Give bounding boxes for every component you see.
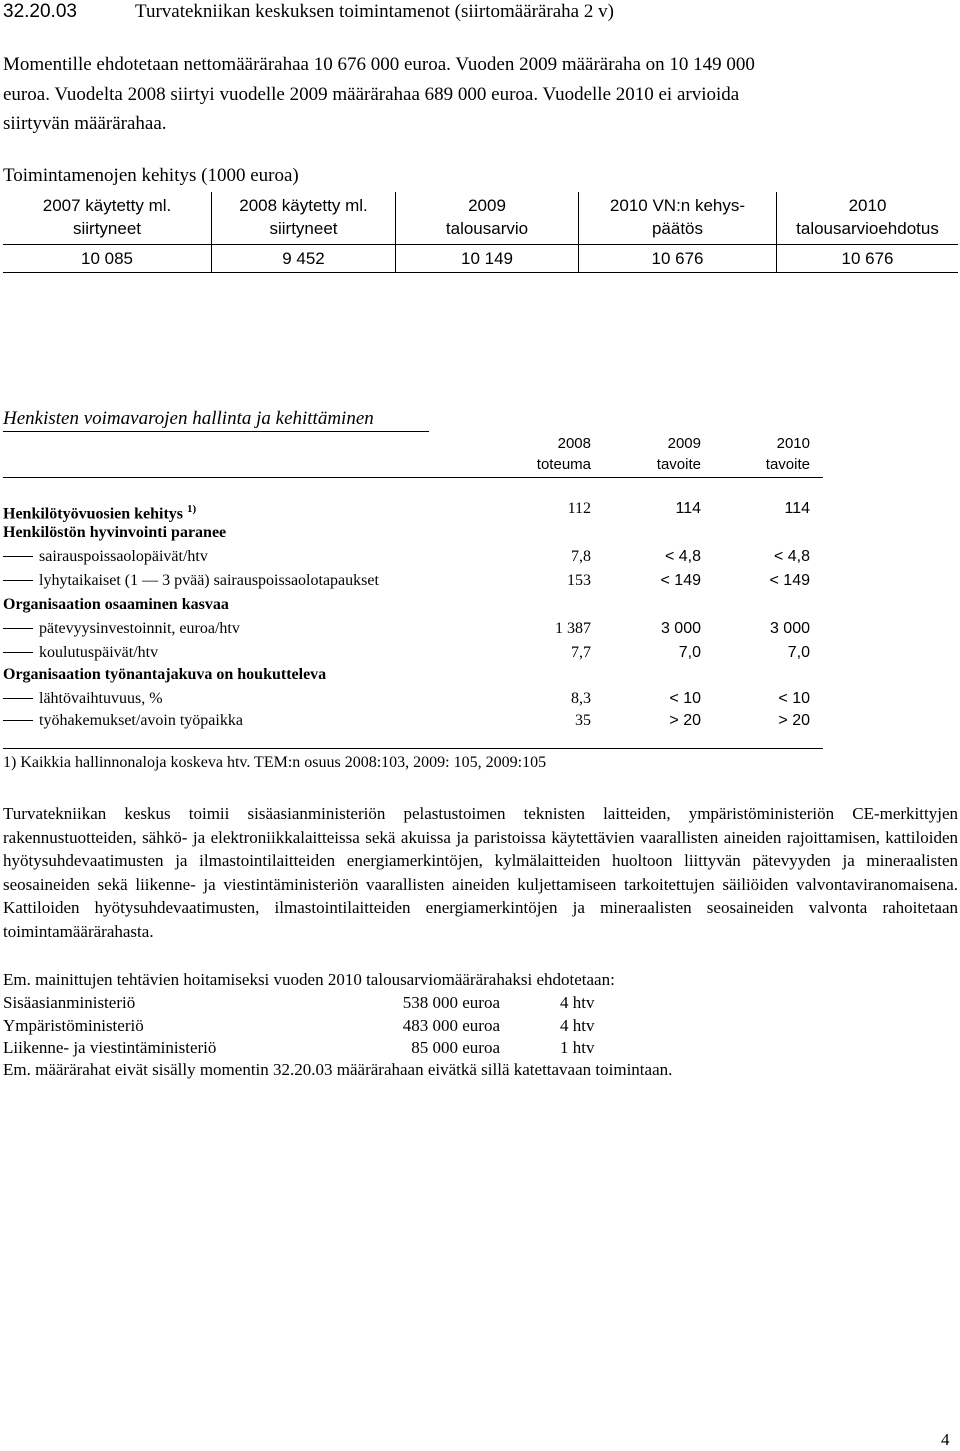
section-number: 32.20.03 — [3, 1, 77, 22]
hr-header-rule — [3, 477, 823, 478]
hr-value-cell: < 10 — [669, 690, 701, 707]
hr-row-label: koulutuspäivät/htv — [3, 642, 158, 664]
allocation-amount: 483 000 euroa — [402, 1016, 500, 1035]
hr-row-label: Henkilötyövuosien kehitys $^{1)}$ — [3, 503, 197, 523]
allocation-ministry: Ympäristöministeriö — [3, 1016, 144, 1035]
budget-header-cell: 2010 talousarvioehdotus — [777, 192, 959, 245]
hr-value-cell: > 20 — [669, 712, 701, 729]
hr-value-cell: < 10 — [778, 690, 810, 707]
hr-table-title: Henkisten voimavarojen hallinta ja kehittäminen — [3, 408, 374, 429]
dash-marker — [3, 556, 33, 557]
budget-table-header-row — [3, 192, 958, 245]
hr-value-cell: > 20 — [778, 712, 810, 729]
hr-value-cell: 3 000 — [660, 620, 701, 637]
hr-row-label: lyhytaikaiset (1 — 3 pvää) sairauspoissaolotapaukset — [3, 570, 379, 592]
section-title: Turvatekniikan keskuksen toimintamenot (siirtomääräraha 2 v) — [135, 1, 614, 22]
hr-table-row — [3, 522, 823, 544]
intro-line: euroa. Vuodelta 2008 siirtyi vuodelle 2009 määrärahaa 689 000 euroa. Vuodelle 2010 ei arvioida — [3, 84, 740, 105]
hr-value-cell: 7,0 — [787, 644, 810, 661]
dash-marker — [3, 698, 33, 699]
hr-table-row — [3, 710, 823, 732]
hr-row-label: lähtövaihtuvuus, % — [3, 688, 163, 710]
hr-col-header-2008: 2008 toteuma — [536, 435, 591, 473]
hr-row-label: Henkilöstön hyvinvointi paranee — [3, 524, 227, 541]
hr-table-row — [3, 546, 823, 568]
hr-table-row — [3, 688, 823, 710]
hr-value-cell: 114 — [675, 500, 701, 517]
allocation-note: Em. määrärahat eivät sisälly momentin 32.20.03 määrärahaan eivätkä sillä katettavaan toimintaan. — [3, 1060, 673, 1079]
hr-row-label: Organisaation osaaminen kasvaa — [3, 596, 229, 613]
intro-line: siirtyvän määrärahaa. — [3, 113, 167, 134]
hr-value-cell: 3 000 — [769, 620, 810, 637]
hr-row-label: pätevyysinvestoinnit, euroa/htv — [3, 618, 240, 640]
hr-col-header-2010: 2010 tavoite — [765, 435, 810, 473]
hr-row-label: työhakemukset/avoin työpaikka — [3, 710, 243, 732]
page-number: 4 — [941, 1430, 950, 1449]
dash-marker — [3, 580, 33, 581]
dash-marker — [3, 628, 33, 629]
hr-value-cell: 8,3 — [571, 690, 591, 707]
hr-value-cell: < 149 — [769, 572, 810, 589]
dash-marker — [3, 652, 33, 653]
hr-value-cell: 7,8 — [571, 548, 591, 565]
allocation-amount: 85 000 euroa — [411, 1038, 500, 1057]
hr-table-row — [3, 498, 823, 523]
allocation-ministry: Sisäasianministeriö — [3, 993, 136, 1012]
intro-line: Momentille ehdotetaan nettomäärärahaa 10 676 000 euroa. Vuoden 2009 määräraha on 10 149 000 — [3, 54, 755, 75]
budget-table-title: Toimintamenojen kehitys (1000 euroa) — [3, 165, 299, 186]
hr-row-label: sairauspoissaolopäivät/htv — [3, 546, 208, 568]
budget-table-value-row — [3, 245, 958, 273]
hr-table-row — [3, 642, 823, 664]
dash-marker — [3, 720, 33, 721]
allocation-htv: 1 htv — [560, 1038, 595, 1057]
hr-value-cell: 7,0 — [678, 644, 701, 661]
hr-col-header-2009: 2009 tavoite — [656, 435, 701, 473]
budget-value-cell: 10 149 — [396, 245, 579, 273]
budget-header-cell: 2010 VN:n kehys- päätös — [579, 192, 777, 245]
hr-value-cell: 153 — [567, 572, 591, 589]
hr-row-label: Organisaation työnantajakuva on houkutteleva — [3, 666, 327, 683]
hr-value-cell: 1 387 — [555, 620, 591, 637]
body-paragraph: Turvatekniikan keskus toimii sisäasianministeriön pelastustoimen teknisten laitteiden, ympäristöministeriön CE-merkittyjen rakennustuotteiden, sähkö- ja elektroniikkalaitteissa sekä akuissa ja paristoissa käytettävien vaarallisten aineiden rajoittamisen, kattiloiden hyötysuhdevaatimusten ja ilmastointilaitteiden energiamerkintöjen, kylmälaitteiden huoltoon liittyvän pätevyyden ja mineraalisten seosaineiden sekä liikenne- ja viestintäministeriön vaarallisten aineiden kuljettamiseen tarkoitettujen säiliöiden valvontaviranomaisena. Kattiloiden hyötysuhdevaatimusten, ilmastointilaitteiden energiamerkintöjen ja mineraalisten seosaineiden valvonta rahoitetaan toimintamäärärahasta. — [3, 804, 958, 941]
budget-header-cell: 2008 käytetty ml. siirtyneet — [212, 192, 396, 245]
hr-value-cell: < 4,8 — [664, 548, 701, 565]
budget-table — [3, 192, 958, 273]
allocation-ministry: Liikenne- ja viestintäministeriö — [3, 1038, 217, 1057]
hr-footer-rule — [3, 748, 823, 749]
hr-table-row — [3, 594, 823, 616]
allocation-amount: 538 000 euroa — [402, 993, 500, 1012]
allocation-intro: Em. mainittujen tehtävien hoitamiseksi vuoden 2010 talousarviomäärärahaksi ehdotetaan: — [3, 970, 615, 989]
hr-value-cell: 7,7 — [571, 644, 591, 661]
hr-value-cell: 35 — [575, 712, 591, 729]
hr-value-cell: < 4,8 — [773, 548, 810, 565]
hr-title-rule — [3, 431, 429, 432]
allocation-htv: 4 htv — [560, 1016, 595, 1035]
budget-header-cell: 2009 talousarvio — [396, 192, 579, 245]
budget-header-cell: 2007 käytetty ml. siirtyneet — [3, 192, 212, 245]
hr-value-cell: 112 — [567, 500, 591, 517]
hr-table-row — [3, 618, 823, 640]
budget-value-cell: 10 085 — [3, 245, 212, 273]
budget-value-cell: 10 676 — [777, 245, 959, 273]
hr-table-row — [3, 570, 823, 592]
hr-footnote: 1) Kaikkia hallinnonaloja koskeva htv. TEM:n osuus 2008:103, 2009: 105, 2009:105 — [3, 754, 547, 771]
allocation-htv: 4 htv — [560, 993, 595, 1012]
budget-value-cell: 10 676 — [579, 245, 777, 273]
footnote-marker: 1) — [187, 503, 197, 515]
hr-table-row — [3, 664, 823, 686]
budget-value-cell: 9 452 — [212, 245, 396, 273]
hr-value-cell: 114 — [784, 500, 810, 517]
hr-value-cell: < 149 — [660, 572, 701, 589]
